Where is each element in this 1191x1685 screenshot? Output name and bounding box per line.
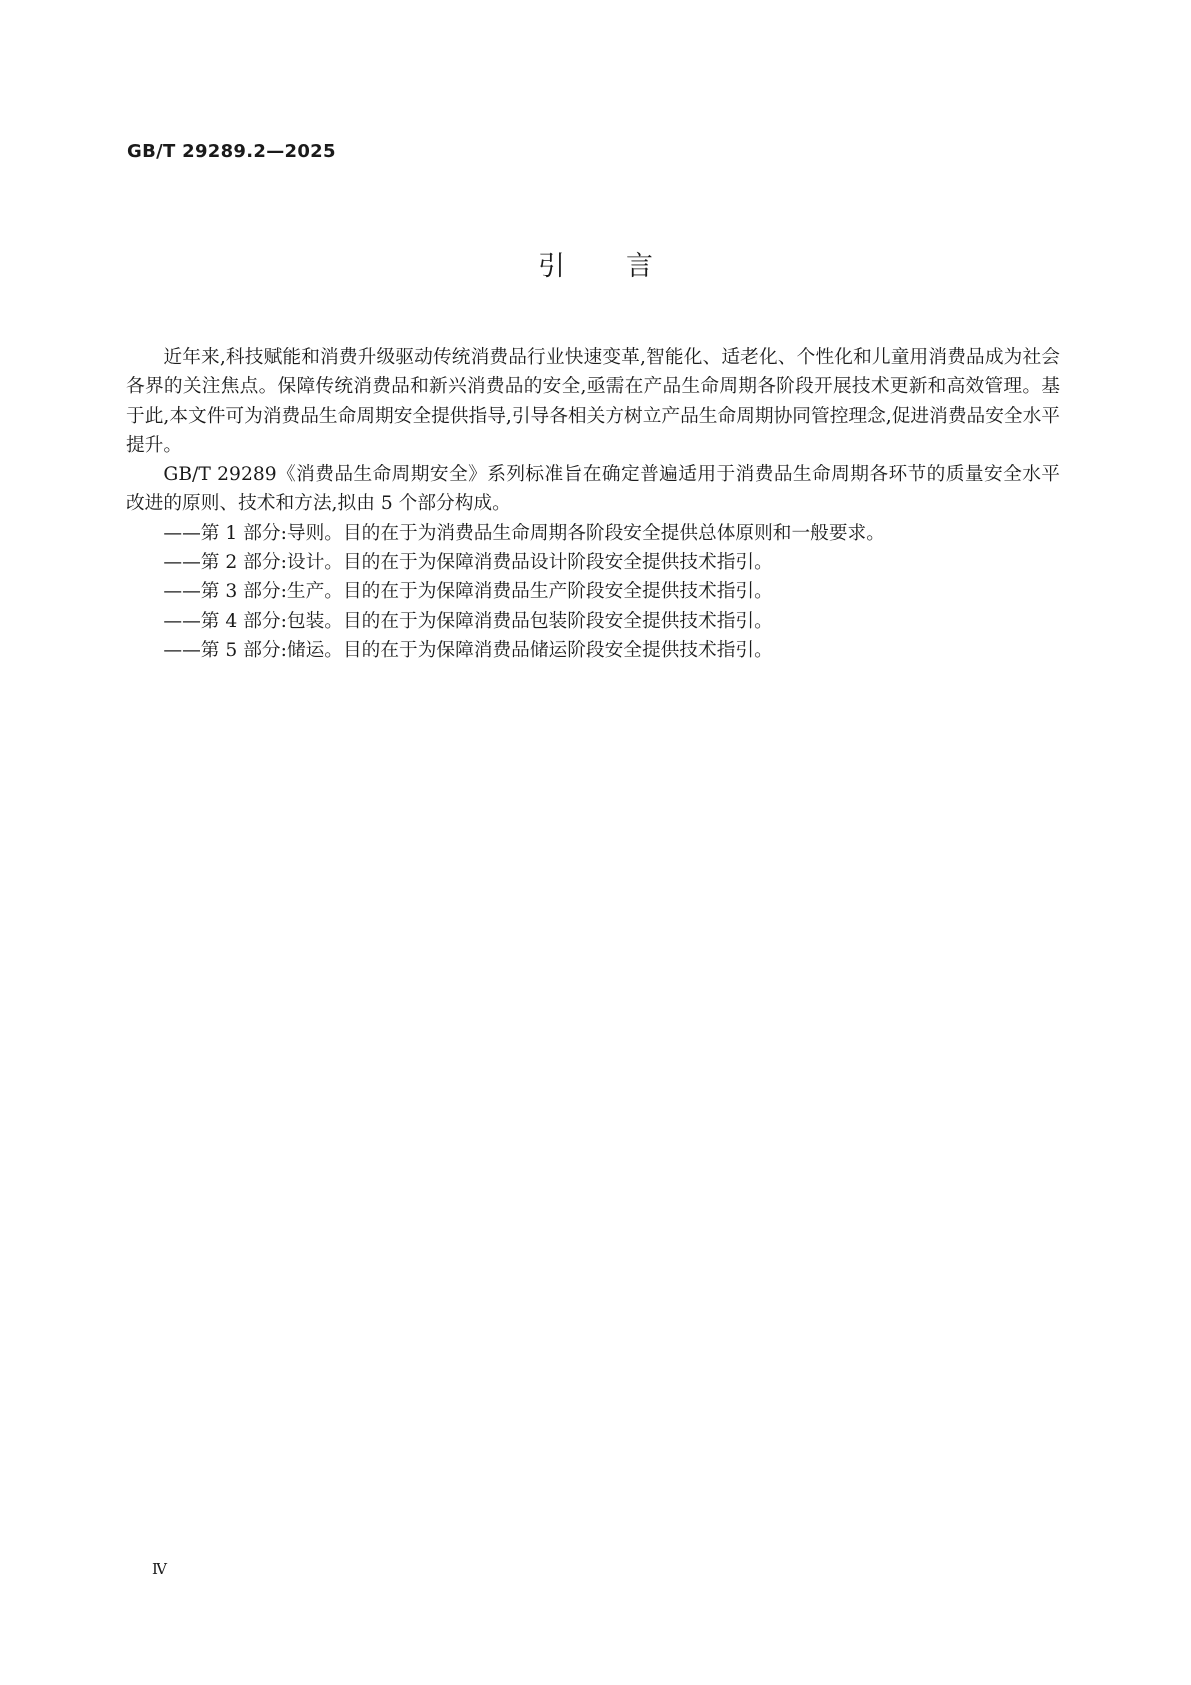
list-item-part-1: ——第 1 部分:导则。目的在于为消费品生命周期各阶段安全提供总体原则和一般要求。 bbox=[163, 522, 885, 544]
list-item-part-3: ——第 3 部分:生产。目的在于为保障消费品生产阶段安全提供技术指引。 bbox=[163, 581, 773, 603]
intro-paragraph: 近年来,科技赋能和消费升级驱动传统消费品行业快速变革,智能化、适老化、个性化和儿童用消费品成为社会各界的关注焦点。保障传统消费品和新兴消费品的安全,亟需在产品生命周期各阶段开展技术更新和高效管理。基于此,本文件可为消费品生命周期安全提供指导,引导各相关方树立产品生命周期协同管控理念,促进消费品安全水平提升。 bbox=[126, 347, 1060, 456]
introduction-body bbox=[126, 343, 1060, 665]
series-paragraph: GB/T 29289《消费品生命周期安全》系列标准旨在确定普遍适用于消费品生命周期各环节的质量安全水平改进的原则、技术和方法,拟由 5 个部分构成。 bbox=[126, 464, 1060, 515]
list-item-part-5: ——第 5 部分:储运。目的在于为保障消费品储运阶段安全提供技术指引。 bbox=[163, 639, 773, 661]
page-title: 引言 bbox=[538, 251, 714, 282]
document-code: GB/T 29289.2—2025 bbox=[127, 141, 336, 162]
page-number: Ⅳ bbox=[152, 1560, 167, 1578]
list-item-part-2: ——第 2 部分:设计。目的在于为保障消费品设计阶段安全提供技术指引。 bbox=[163, 552, 773, 574]
list-item-part-4: ——第 4 部分:包装。目的在于为保障消费品包装阶段安全提供技术指引。 bbox=[163, 610, 773, 632]
